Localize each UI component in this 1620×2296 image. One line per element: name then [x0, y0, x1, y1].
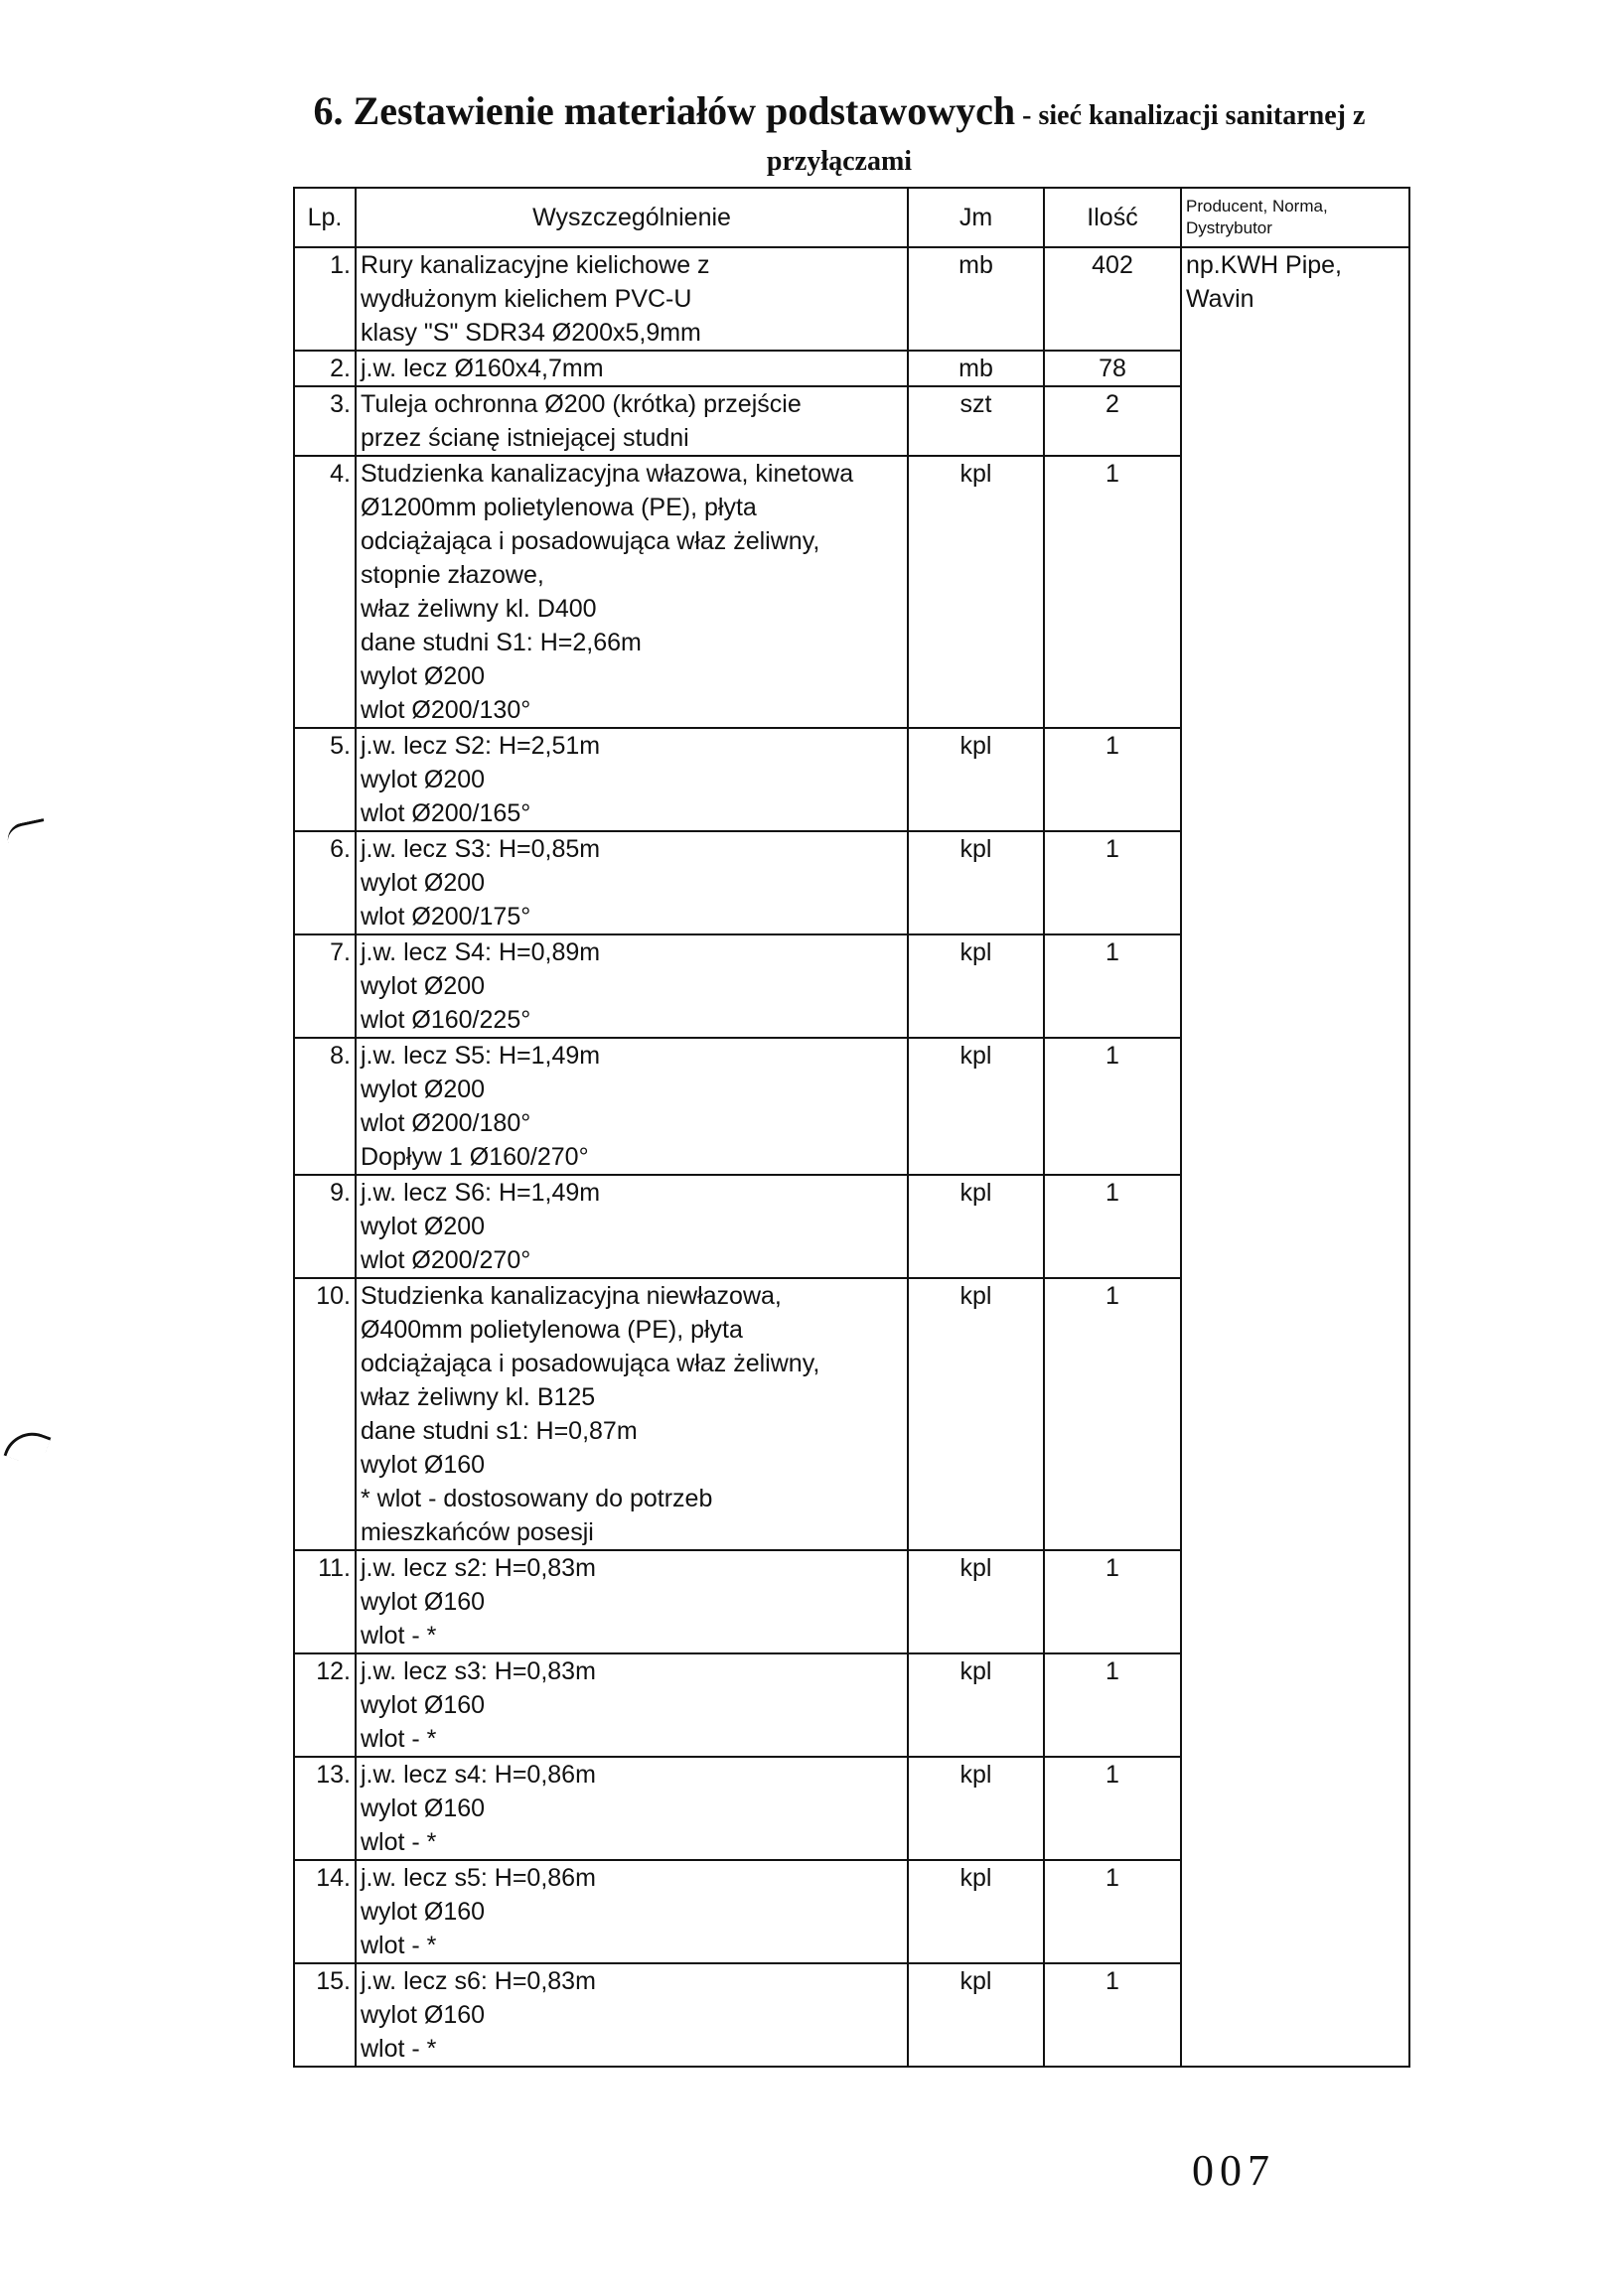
- row-quantity: 2: [1044, 386, 1181, 456]
- row-quantity: 1: [1044, 1038, 1181, 1175]
- row-description: [356, 1963, 908, 2067]
- row-number: 13.: [294, 1757, 356, 1860]
- description-line: wylot Ø160: [361, 1691, 486, 1719]
- row-number: 3.: [294, 386, 356, 456]
- row-number: 1.: [294, 247, 356, 351]
- description-line: dane studni s1: H=0,87m: [361, 1417, 638, 1445]
- row-description: [356, 456, 908, 728]
- row-unit: mb: [908, 247, 1044, 351]
- title-line-2: przyłączami: [766, 146, 913, 177]
- description-line: wlot Ø200/270°: [361, 1246, 531, 1274]
- description-line: j.w. lecz S2: H=2,51m: [361, 732, 601, 760]
- description-line: wlot Ø200/130°: [361, 696, 531, 724]
- row-unit: kpl: [908, 1038, 1044, 1175]
- row-quantity: 1: [1044, 1963, 1181, 2067]
- row-number: 10.: [294, 1278, 356, 1550]
- row-description: [356, 934, 908, 1038]
- row-quantity: 1: [1044, 831, 1181, 934]
- row-quantity: 1: [1044, 1860, 1181, 1963]
- description-line: właz żeliwny kl. B125: [361, 1383, 596, 1411]
- description-line: wylot Ø160: [361, 1588, 486, 1616]
- row-quantity: 1: [1044, 1175, 1181, 1278]
- description-line: wlot Ø200/180°: [361, 1109, 531, 1137]
- row-unit: kpl: [908, 1175, 1044, 1278]
- row-unit: kpl: [908, 1757, 1044, 1860]
- table-body: [294, 247, 1409, 2067]
- row-description: [356, 1175, 908, 1278]
- row-description: [356, 1278, 908, 1550]
- row-quantity: 1: [1044, 728, 1181, 831]
- row-description: [356, 831, 908, 934]
- description-line: Ø400mm polietylenowa (PE), płyta: [361, 1316, 743, 1344]
- title-main: 6. Zestawienie materiałów podstawowych: [313, 88, 1016, 133]
- row-number: 7.: [294, 934, 356, 1038]
- description-line: wylot Ø200: [361, 869, 486, 897]
- row-unit: kpl: [908, 1963, 1044, 2067]
- row-description: [356, 728, 908, 831]
- table-header-row: [294, 188, 1409, 247]
- table-row: [294, 247, 1409, 351]
- row-unit: kpl: [908, 1653, 1044, 1757]
- row-quantity: 402: [1044, 247, 1181, 351]
- description-line: j.w. lecz S6: H=1,49m: [361, 1179, 601, 1207]
- description-line: Studzienka kanalizacyjna niewłazowa,: [361, 1282, 782, 1310]
- description-line: Ø1200mm polietylenowa (PE), płyta: [361, 494, 757, 521]
- row-quantity: 1: [1044, 1653, 1181, 1757]
- description-line: wylot Ø160: [361, 1451, 486, 1479]
- description-line: wlot Ø200/165°: [361, 799, 531, 827]
- row-unit: kpl: [908, 831, 1044, 934]
- description-line: wlot Ø200/175°: [361, 903, 531, 931]
- description-line: mieszkańców posesji: [361, 1518, 594, 1546]
- row-number: 8.: [294, 1038, 356, 1175]
- row-number: 6.: [294, 831, 356, 934]
- row-quantity: 78: [1044, 351, 1181, 386]
- header-producer-line: Producent, Norma,: [1186, 197, 1328, 215]
- description-line: * wlot - dostosowany do potrzeb: [361, 1485, 713, 1512]
- page-number: 007: [1192, 2146, 1275, 2195]
- description-line: wylot Ø200: [361, 1076, 486, 1103]
- row-unit: kpl: [908, 728, 1044, 831]
- description-line: dane studni S1: H=2,66m: [361, 629, 642, 656]
- row-unit: mb: [908, 351, 1044, 386]
- description-line: właz żeliwny kl. D400: [361, 595, 597, 623]
- description-line: j.w. lecz s3: H=0,83m: [361, 1657, 596, 1685]
- row-quantity: 1: [1044, 456, 1181, 728]
- row-quantity: 1: [1044, 1757, 1181, 1860]
- producer-cell: [1181, 247, 1409, 2067]
- row-unit: szt: [908, 386, 1044, 456]
- description-line: wylot Ø200: [361, 972, 486, 1000]
- description-line: wlot - *: [361, 1828, 437, 1856]
- materials-table: [293, 187, 1410, 2068]
- description-line: Studzienka kanalizacyjna włazowa, kinetowa: [361, 460, 854, 488]
- description-line: j.w. lecz s6: H=0,83m: [361, 1967, 596, 1995]
- row-unit: kpl: [908, 934, 1044, 1038]
- description-line: Rury kanalizacyjne kielichowe z: [361, 251, 710, 279]
- row-number: 2.: [294, 351, 356, 386]
- description-line: wydłużonym kielichem PVC-U: [361, 285, 692, 313]
- description-line: stopnie złazowe,: [361, 561, 544, 589]
- description-line: wylot Ø160: [361, 1794, 486, 1822]
- description-line: wylot Ø200: [361, 662, 486, 690]
- description-line: j.w. lecz S3: H=0,85m: [361, 835, 601, 863]
- row-description: [356, 1653, 908, 1757]
- margin-mark: [5, 818, 48, 843]
- row-quantity: 1: [1044, 934, 1181, 1038]
- header-lp: Lp.: [294, 188, 356, 247]
- description-line: Tuleja ochronna Ø200 (krótka) przejście: [361, 390, 802, 418]
- header-unit: Jm: [908, 188, 1044, 247]
- description-line: przez ścianę istniejącej studni: [361, 424, 689, 452]
- description-line: odciążająca i posadowująca właz żeliwny,: [361, 1350, 820, 1377]
- producer-line: np.KWH Pipe,: [1186, 251, 1343, 279]
- title-subtitle: - sieć kanalizacji sanitarnej z: [1015, 100, 1366, 131]
- description-line: klasy "S" SDR34 Ø200x5,9mm: [361, 319, 701, 347]
- row-quantity: 1: [1044, 1550, 1181, 1653]
- row-number: 9.: [294, 1175, 356, 1278]
- row-description: [356, 351, 908, 386]
- description-line: wlot - *: [361, 2035, 437, 2063]
- header-producer-line: Dystrybutor: [1186, 218, 1272, 237]
- description-line: j.w. lecz s2: H=0,83m: [361, 1554, 596, 1582]
- row-description: [356, 1860, 908, 1963]
- description-line: j.w. lecz Ø160x4,7mm: [361, 355, 604, 382]
- description-line: wylot Ø200: [361, 1213, 486, 1240]
- row-number: 15.: [294, 1963, 356, 2067]
- row-unit: kpl: [908, 1860, 1044, 1963]
- description-line: wlot - *: [361, 1622, 437, 1650]
- description-line: j.w. lecz S5: H=1,49m: [361, 1042, 601, 1070]
- row-quantity: 1: [1044, 1278, 1181, 1550]
- description-line: wylot Ø160: [361, 1898, 486, 1926]
- margin-mark: [4, 1424, 52, 1468]
- row-description: [356, 1038, 908, 1175]
- description-line: wylot Ø200: [361, 766, 486, 793]
- description-line: wlot - *: [361, 1725, 437, 1753]
- header-producer: [1181, 188, 1409, 247]
- header-description: Wyszczególnienie: [356, 188, 908, 247]
- description-line: Dopływ 1 Ø160/270°: [361, 1143, 589, 1171]
- description-line: j.w. lecz s4: H=0,86m: [361, 1761, 596, 1789]
- description-line: odciążająca i posadowująca właz żeliwny,: [361, 527, 820, 555]
- row-number: 5.: [294, 728, 356, 831]
- document-title: [228, 89, 1450, 182]
- description-line: wlot Ø160/225°: [361, 1006, 531, 1034]
- row-number: 11.: [294, 1550, 356, 1653]
- row-number: 4.: [294, 456, 356, 728]
- row-description: [356, 247, 908, 351]
- description-line: wylot Ø160: [361, 2001, 486, 2029]
- row-description: [356, 1757, 908, 1860]
- description-line: j.w. lecz s5: H=0,86m: [361, 1864, 596, 1892]
- row-unit: kpl: [908, 1278, 1044, 1550]
- row-description: [356, 386, 908, 456]
- row-number: 14.: [294, 1860, 356, 1963]
- row-unit: kpl: [908, 1550, 1044, 1653]
- row-description: [356, 1550, 908, 1653]
- producer-line: Wavin: [1186, 285, 1254, 313]
- row-unit: kpl: [908, 456, 1044, 728]
- header-quantity: Ilość: [1044, 188, 1181, 247]
- description-line: wlot - *: [361, 1932, 437, 1959]
- row-number: 12.: [294, 1653, 356, 1757]
- description-line: j.w. lecz S4: H=0,89m: [361, 938, 601, 966]
